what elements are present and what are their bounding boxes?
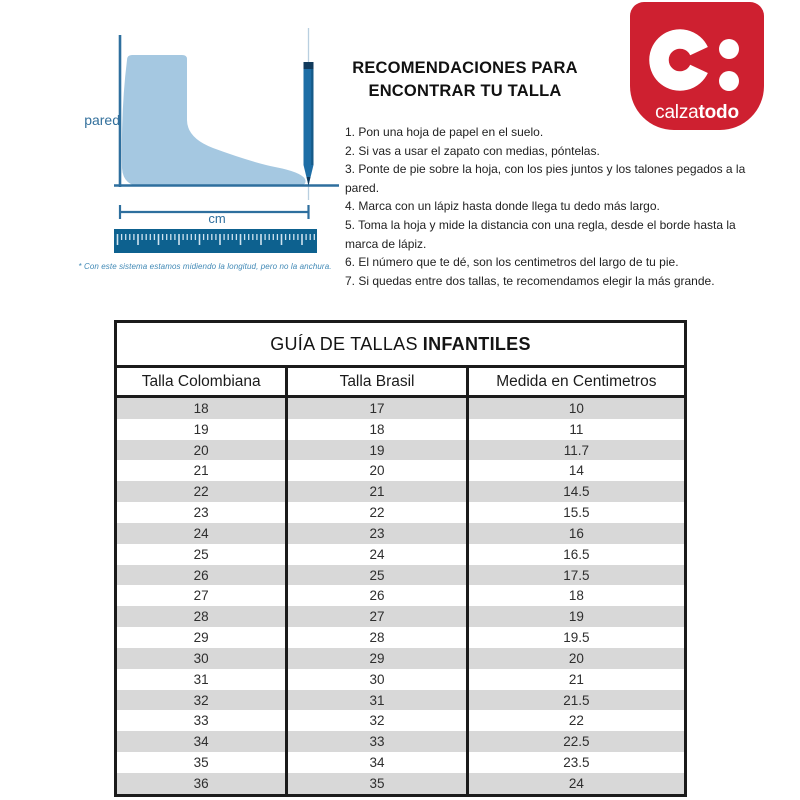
size-table-body [117, 398, 684, 794]
foot-diagram-illustration [55, 18, 355, 263]
brand-wordmark-bold: todo [698, 102, 739, 123]
size-table-title [117, 323, 684, 368]
table-cell: 21.5 [466, 690, 684, 711]
table-cell: 11.7 [466, 440, 684, 461]
table-cell: 31 [193, 671, 209, 687]
table-cell: 19 [193, 421, 209, 437]
table-cell: 24 [285, 544, 465, 565]
recommendations-title-line2: ENCONTRAR TU TALLA [368, 82, 562, 100]
table-cell: 30 [285, 669, 465, 690]
table-row [117, 481, 684, 502]
table-cell: 32 [117, 690, 285, 711]
table-cell: 22 [117, 481, 285, 502]
table-row [117, 752, 684, 773]
foot-icon [122, 55, 306, 187]
table-cell: 21 [193, 463, 209, 479]
ruler-icon [114, 229, 317, 253]
measurement-footnote: * Con este sistema estamos midiendo la longitud, pero no la anchura. [78, 262, 332, 271]
step-item: 3. Ponte de pie sobre la hoja, con los pies juntos y los talones pegados a la pared. [345, 162, 746, 195]
table-cell: 22 [466, 710, 684, 731]
table-cell: 15.5 [466, 502, 684, 523]
table-cell: 31 [285, 690, 465, 711]
calzatodo-logo [630, 2, 764, 130]
table-cell: 26 [117, 565, 285, 586]
step-item: 4. Marca con un lápiz hasta donde llega tu dedo más largo. [345, 199, 660, 214]
pencil-icon [304, 62, 314, 186]
table-row [117, 731, 684, 752]
table-cell: 18 [466, 585, 684, 606]
step-item: 6. El número que te dé, son los centimetros del largo de tu pie. [345, 255, 679, 270]
table-cell: 25 [193, 546, 209, 562]
table-cell: 17 [285, 398, 465, 419]
cm-label: cm [208, 211, 226, 226]
table-cell: 29 [285, 648, 465, 669]
size-table-header-row [117, 368, 684, 398]
brand-wordmark [630, 102, 764, 124]
table-row [117, 440, 684, 461]
table-cell: 23 [193, 505, 209, 521]
wall-label: pared [84, 112, 120, 128]
table-cell: 20 [285, 460, 465, 481]
table-cell: 28 [117, 606, 285, 627]
table-cell: 36 [117, 773, 285, 794]
table-cell: 27 [285, 606, 465, 627]
table-row [117, 544, 684, 565]
step-item: 5. Toma la hoja y mide la distancia con una regla, desde el borde hasta la marca de lápiz. [345, 217, 736, 251]
column-header-medida-cm: Medida en Centimetros [466, 368, 684, 395]
table-row [117, 690, 684, 711]
table-cell: 16.5 [466, 544, 684, 565]
table-cell: 29 [193, 630, 209, 646]
table-cell: 11 [466, 419, 684, 440]
table-cell: 16 [466, 523, 684, 544]
table-cell: 34 [285, 752, 465, 773]
table-row [117, 773, 684, 794]
recommendations-steps [345, 123, 769, 290]
table-cell: 20 [466, 648, 684, 669]
table-cell: 33 [193, 713, 209, 729]
table-cell: 35 [193, 754, 209, 770]
table-cell: 23 [285, 523, 465, 544]
table-row [117, 710, 684, 731]
size-table [114, 320, 687, 797]
table-row [117, 585, 684, 606]
table-cell: 32 [285, 710, 465, 731]
table-cell: 24 [117, 523, 285, 544]
table-cell: 14.5 [466, 481, 684, 502]
brand-wordmark-regular: calza [655, 102, 699, 123]
table-cell: 25 [285, 565, 465, 586]
table-cell: 19 [466, 606, 684, 627]
table-cell: 21 [285, 481, 465, 502]
table-cell: 17.5 [466, 565, 684, 586]
table-cell: 26 [285, 585, 465, 606]
step-item: 1. Pon una hoja de papel en el suelo. [345, 125, 544, 139]
table-cell: 28 [285, 627, 465, 648]
column-header-talla-colombiana: Talla Colombiana [141, 372, 261, 390]
column-header-talla-brasil: Talla Brasil [285, 368, 465, 395]
table-cell: 18 [117, 398, 285, 419]
table-row [117, 648, 684, 669]
table-cell: 22.5 [466, 731, 684, 752]
c-colon-icon [649, 22, 745, 98]
table-cell: 18 [285, 419, 465, 440]
table-cell: 33 [285, 731, 465, 752]
table-row [117, 502, 684, 523]
table-cell: 14 [466, 460, 684, 481]
table-cell: 34 [117, 731, 285, 752]
table-cell: 27 [193, 588, 209, 604]
table-row [117, 565, 684, 586]
table-row [117, 627, 684, 648]
table-cell: 19 [285, 440, 465, 461]
table-row [117, 460, 684, 481]
table-cell: 30 [117, 648, 285, 669]
table-cell: 19.5 [466, 627, 684, 648]
table-cell: 22 [285, 502, 465, 523]
table-row [117, 669, 684, 690]
table-cell: 23.5 [466, 752, 684, 773]
step-item: 2. Si vas a usar el zapato con medias, póntelas. [345, 143, 600, 158]
table-row [117, 419, 684, 440]
recommendations-title [343, 57, 587, 103]
table-cell: 10 [466, 398, 684, 419]
size-table-title-regular: GUÍA DE TALLAS [270, 333, 418, 354]
table-cell: 35 [285, 773, 465, 794]
table-row [117, 398, 684, 419]
table-cell: 21 [466, 669, 684, 690]
recommendations-title-line1: RECOMENDACIONES PARA [352, 59, 578, 77]
table-cell: 24 [466, 773, 684, 794]
table-cell: 20 [117, 440, 285, 461]
step-item: 7. Si quedas entre dos tallas, te recomendamos elegir la más grande. [345, 273, 715, 288]
table-row [117, 523, 684, 544]
table-row [117, 606, 684, 627]
size-table-title-bold: INFANTILES [422, 333, 531, 354]
